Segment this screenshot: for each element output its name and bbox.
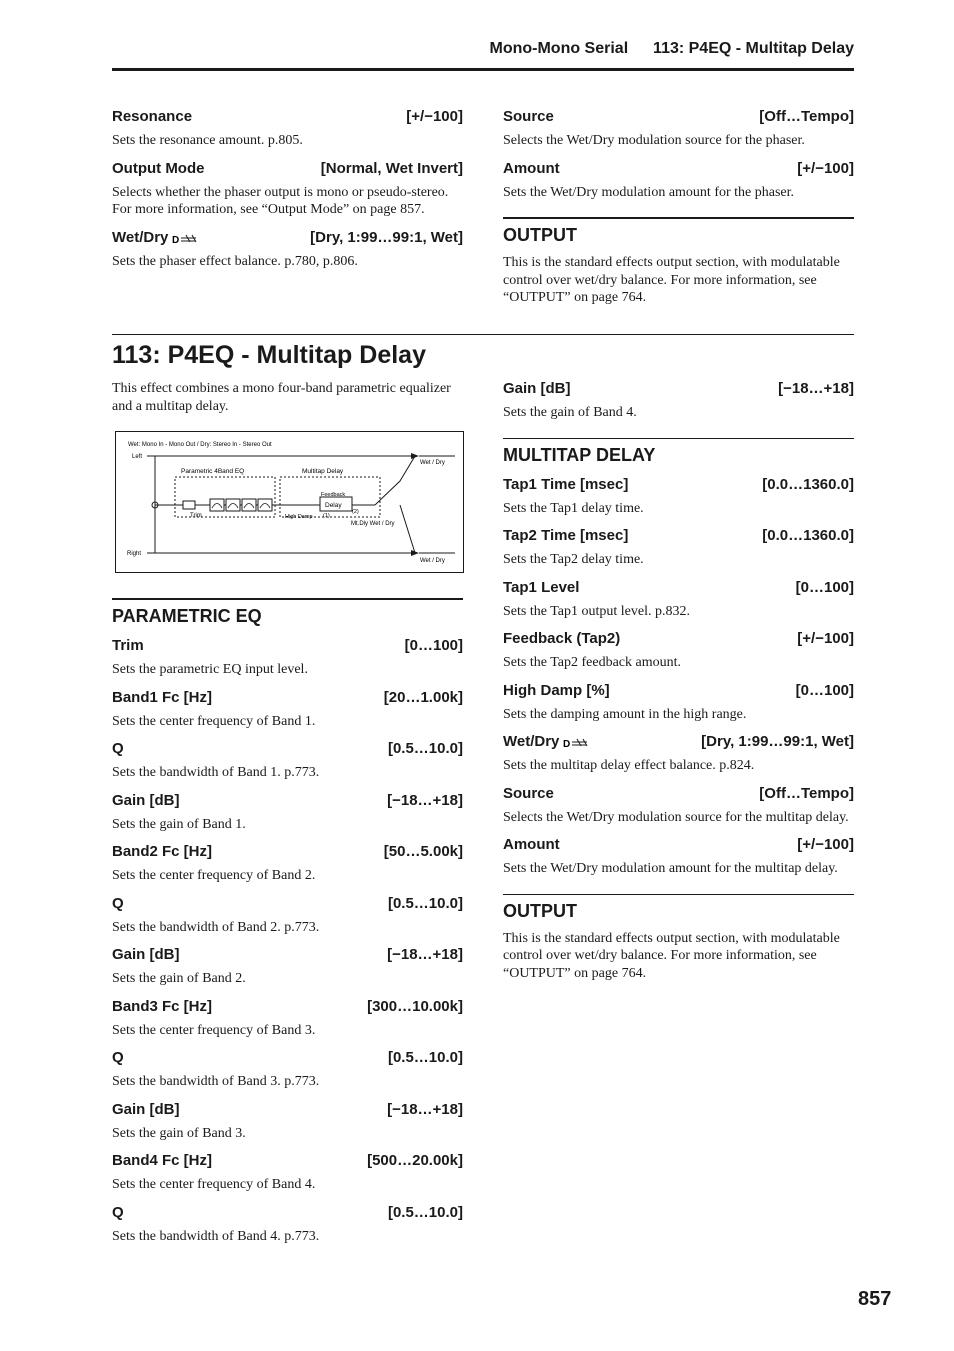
param-row — [503, 527, 854, 544]
header-effect: 113: P4EQ - Multitap Delay — [653, 40, 854, 57]
param-desc: Sets the bandwidth of Band 4. p.773. — [112, 1228, 320, 1244]
block-diagram — [115, 431, 464, 573]
param-name: High Damp [%] — [503, 681, 610, 699]
param-name: Source — [503, 108, 554, 125]
header-section: Mono-Mono Serial — [489, 40, 629, 57]
wetdry-bottom-label: Wet / Dry — [420, 558, 445, 564]
eq-band1-icon — [210, 499, 224, 511]
param-name: Gain [dB] — [112, 946, 180, 963]
param-range: [+/−100] — [797, 159, 854, 177]
param-range: [−18…+18] — [387, 791, 463, 809]
param-row — [112, 895, 463, 912]
param-range: [Dry, 1:99…99:1, Wet] — [310, 228, 463, 246]
param-row — [112, 229, 463, 246]
param-row — [503, 630, 854, 647]
param-name: Band3 Fc [Hz] — [112, 997, 213, 1015]
param-row — [112, 998, 463, 1015]
param-name: Amount — [503, 159, 560, 177]
param-desc: Sets the bandwidth of Band 2. p.773. — [112, 919, 320, 935]
param-row — [503, 476, 854, 493]
param-range: [0.0…1360.0] — [762, 475, 854, 493]
param-name: Q — [112, 1049, 124, 1066]
param-name: Tap2 Time [msec] — [503, 527, 629, 544]
intro-text: This effect combines a mono four-band parametric equalizer and a multitap delay. — [112, 381, 451, 414]
param-range: [20…1.00k] — [383, 688, 463, 706]
param-name: Band1 Fc [Hz] — [112, 688, 213, 706]
svg-text:D: D — [172, 234, 180, 244]
mt-wetdry-label: Mt.Dly Wet / Dry — [351, 521, 395, 527]
parametric-eq-column — [112, 586, 463, 1245]
param-range: [0.5…10.0] — [387, 894, 463, 912]
page-header — [112, 40, 854, 71]
param-desc: Sets the center frequency of Band 4. — [112, 1177, 316, 1192]
param-desc: Sets the phaser effect balance. p.780, p.806. — [112, 253, 358, 269]
param-range: [0.5…10.0] — [387, 1049, 463, 1066]
output-lines — [375, 456, 415, 553]
param-row — [503, 579, 854, 596]
param-range: [Off…Tempo] — [759, 784, 854, 802]
param-desc: Sets the multitap delay effect balance. p.824. — [503, 758, 755, 773]
wetdry-top-label: Wet / Dry — [420, 460, 445, 466]
trim-label: Trim — [190, 513, 202, 519]
param-row — [112, 792, 463, 809]
param-name: Resonance — [112, 108, 193, 125]
param-name: Q — [112, 894, 124, 912]
param-name: Q — [112, 740, 124, 757]
page-number: 857 — [858, 1288, 892, 1310]
section-desc: This is the standard effects output section, with modulatable control over wet/dry balance. For more information, see “OUTPUT” on page 764. — [503, 930, 840, 981]
param-name: Band2 Fc [Hz] — [112, 843, 213, 860]
section-heading-output: OUTPUT — [503, 217, 854, 246]
out-left-arrow — [411, 453, 419, 459]
param-name: Q — [112, 1203, 124, 1221]
eq-band3-icon — [242, 499, 256, 511]
param-desc: Sets the gain of Band 3. — [112, 1125, 246, 1141]
param-desc: Sets the Tap2 delay time. — [503, 552, 644, 567]
param-range: [0.5…10.0] — [387, 740, 463, 757]
top-left-column — [112, 108, 463, 270]
eq-band2-icon — [226, 499, 240, 511]
param-range: [+/−100] — [797, 836, 854, 853]
param-desc: Selects the Wet/Dry modulation source for the phaser. — [503, 133, 805, 148]
param-range: [500…20.00k] — [367, 1152, 463, 1169]
param-row — [503, 160, 854, 177]
param-name: Amount — [503, 836, 560, 853]
dmod-icon — [563, 736, 589, 748]
delay-box-label: Delay — [325, 502, 342, 509]
eq-label: Parametric 4Band EQ — [181, 468, 245, 475]
param-desc: Sets the bandwidth of Band 3. p.773. — [112, 1074, 320, 1089]
param-name: Source — [503, 784, 554, 802]
svg-text:D: D — [563, 739, 571, 749]
param-desc: Selects the Wet/Dry modulation source for the multitap delay. — [503, 809, 849, 825]
right-column — [503, 380, 854, 982]
param-range: [0.0…1360.0] — [762, 527, 854, 544]
intro-column — [112, 380, 463, 415]
feedback-label: Feedback — [321, 492, 346, 498]
param-desc: Sets the bandwidth of Band 1. p.773. — [112, 765, 320, 780]
page-title: 113: P4EQ - Multitap Delay — [112, 334, 854, 370]
param-range: [Off…Tempo] — [759, 108, 854, 125]
param-range: [0…100] — [795, 681, 854, 699]
param-range: [Dry, 1:99…99:1, Wet] — [701, 733, 854, 750]
eq-band4-icon — [258, 499, 272, 511]
param-desc: Sets the damping amount in the high range. — [503, 706, 747, 722]
param-row — [112, 843, 463, 860]
param-desc: Sets the gain of Band 1. — [112, 816, 246, 832]
param-range: [−18…+18] — [778, 380, 854, 397]
param-row — [112, 160, 463, 177]
param-name: Feedback (Tap2) — [503, 630, 621, 647]
param-range: [0.5…10.0] — [387, 1203, 463, 1221]
param-row — [503, 108, 854, 125]
section-heading-output: OUTPUT — [503, 894, 854, 922]
diagram-header: Wet: Mono In - Mono Out / Dry: Stereo In - Stereo Out — [128, 442, 272, 448]
param-name: Wet/Dry — [503, 733, 560, 750]
param-range: [0…100] — [404, 637, 463, 654]
param-desc: Sets the center frequency of Band 3. — [112, 1022, 316, 1038]
param-row — [112, 689, 463, 706]
param-name: Band4 Fc [Hz] — [112, 1152, 213, 1169]
section-desc: This is the standard effects output section, with modulatable control over wet/dry balance. For more information, see “OUTPUT” on page 764. — [503, 255, 840, 305]
param-name: Gain [dB] — [112, 791, 180, 809]
section-heading-parametric-eq: PARAMETRIC EQ — [112, 598, 463, 627]
param-row — [503, 380, 854, 397]
param-name: Tap1 Level — [503, 578, 580, 596]
param-desc: Sets the center frequency of Band 1. — [112, 713, 316, 729]
param-row — [112, 1152, 463, 1169]
param-row — [503, 836, 854, 853]
param-range: [+/−100] — [797, 630, 854, 647]
param-desc: Sets the Wet/Dry modulation amount for the phaser. — [503, 184, 795, 200]
section-heading-multitap-delay: MULTITAP DELAY — [503, 438, 854, 466]
param-name: Trim — [112, 637, 144, 654]
param-desc: Sets the Wet/Dry modulation amount for the multitap delay. — [503, 861, 838, 876]
param-desc: Sets the Tap1 output level. p.832. — [503, 603, 690, 619]
out-right-arrow — [411, 550, 419, 556]
param-desc: Sets the Tap1 delay time. — [503, 500, 644, 516]
trim-amp-icon — [183, 501, 195, 509]
param-row — [112, 637, 463, 654]
param-row — [112, 946, 463, 963]
param-row — [503, 733, 854, 750]
delay-label: Multitap Delay — [302, 468, 344, 475]
param-row — [112, 1204, 463, 1221]
param-desc: Sets the Tap2 feedback amount. — [503, 655, 681, 670]
top-right-column — [503, 108, 854, 307]
param-desc: Sets the gain of Band 2. — [112, 971, 246, 986]
param-row — [503, 785, 854, 802]
param-name: Tap1 Time [msec] — [503, 475, 629, 493]
param-row — [112, 1101, 463, 1118]
tap2-label: (2) — [352, 509, 359, 515]
param-desc: Sets the parametric EQ input level. — [112, 662, 308, 677]
param-name: Output Mode — [112, 159, 205, 177]
param-range: [Normal, Wet Invert] — [320, 159, 463, 177]
param-name: Gain [dB] — [112, 1100, 180, 1118]
param-range: [−18…+18] — [387, 946, 463, 963]
param-row — [112, 740, 463, 757]
param-range: [300…10.00k] — [367, 997, 463, 1015]
param-desc: Sets the center frequency of Band 2. — [112, 868, 316, 883]
param-desc: Sets the resonance amount. p.805. — [112, 133, 303, 148]
param-name: Gain [dB] — [503, 380, 571, 397]
param-range: [50…5.00k] — [383, 843, 463, 860]
param-row — [112, 1049, 463, 1066]
param-desc: Selects whether the phaser output is mono or pseudo-stereo. For more information, see “Output Mode” on page 857. — [112, 184, 449, 217]
param-range: [+/−100] — [406, 108, 463, 125]
param-row — [503, 682, 854, 699]
param-range: [0…100] — [795, 578, 854, 596]
diagram-left-label: Left — [132, 454, 143, 460]
diagram-right-label: Right — [127, 551, 142, 557]
high-damp-label: High Damp — [285, 514, 313, 520]
param-row — [112, 108, 463, 125]
tap1-label: (1) — [323, 513, 330, 519]
param-name: Wet/Dry — [112, 228, 169, 246]
param-range: [−18…+18] — [387, 1100, 463, 1118]
param-desc: Sets the gain of Band 4. — [503, 405, 637, 420]
dmod-icon — [172, 232, 198, 244]
